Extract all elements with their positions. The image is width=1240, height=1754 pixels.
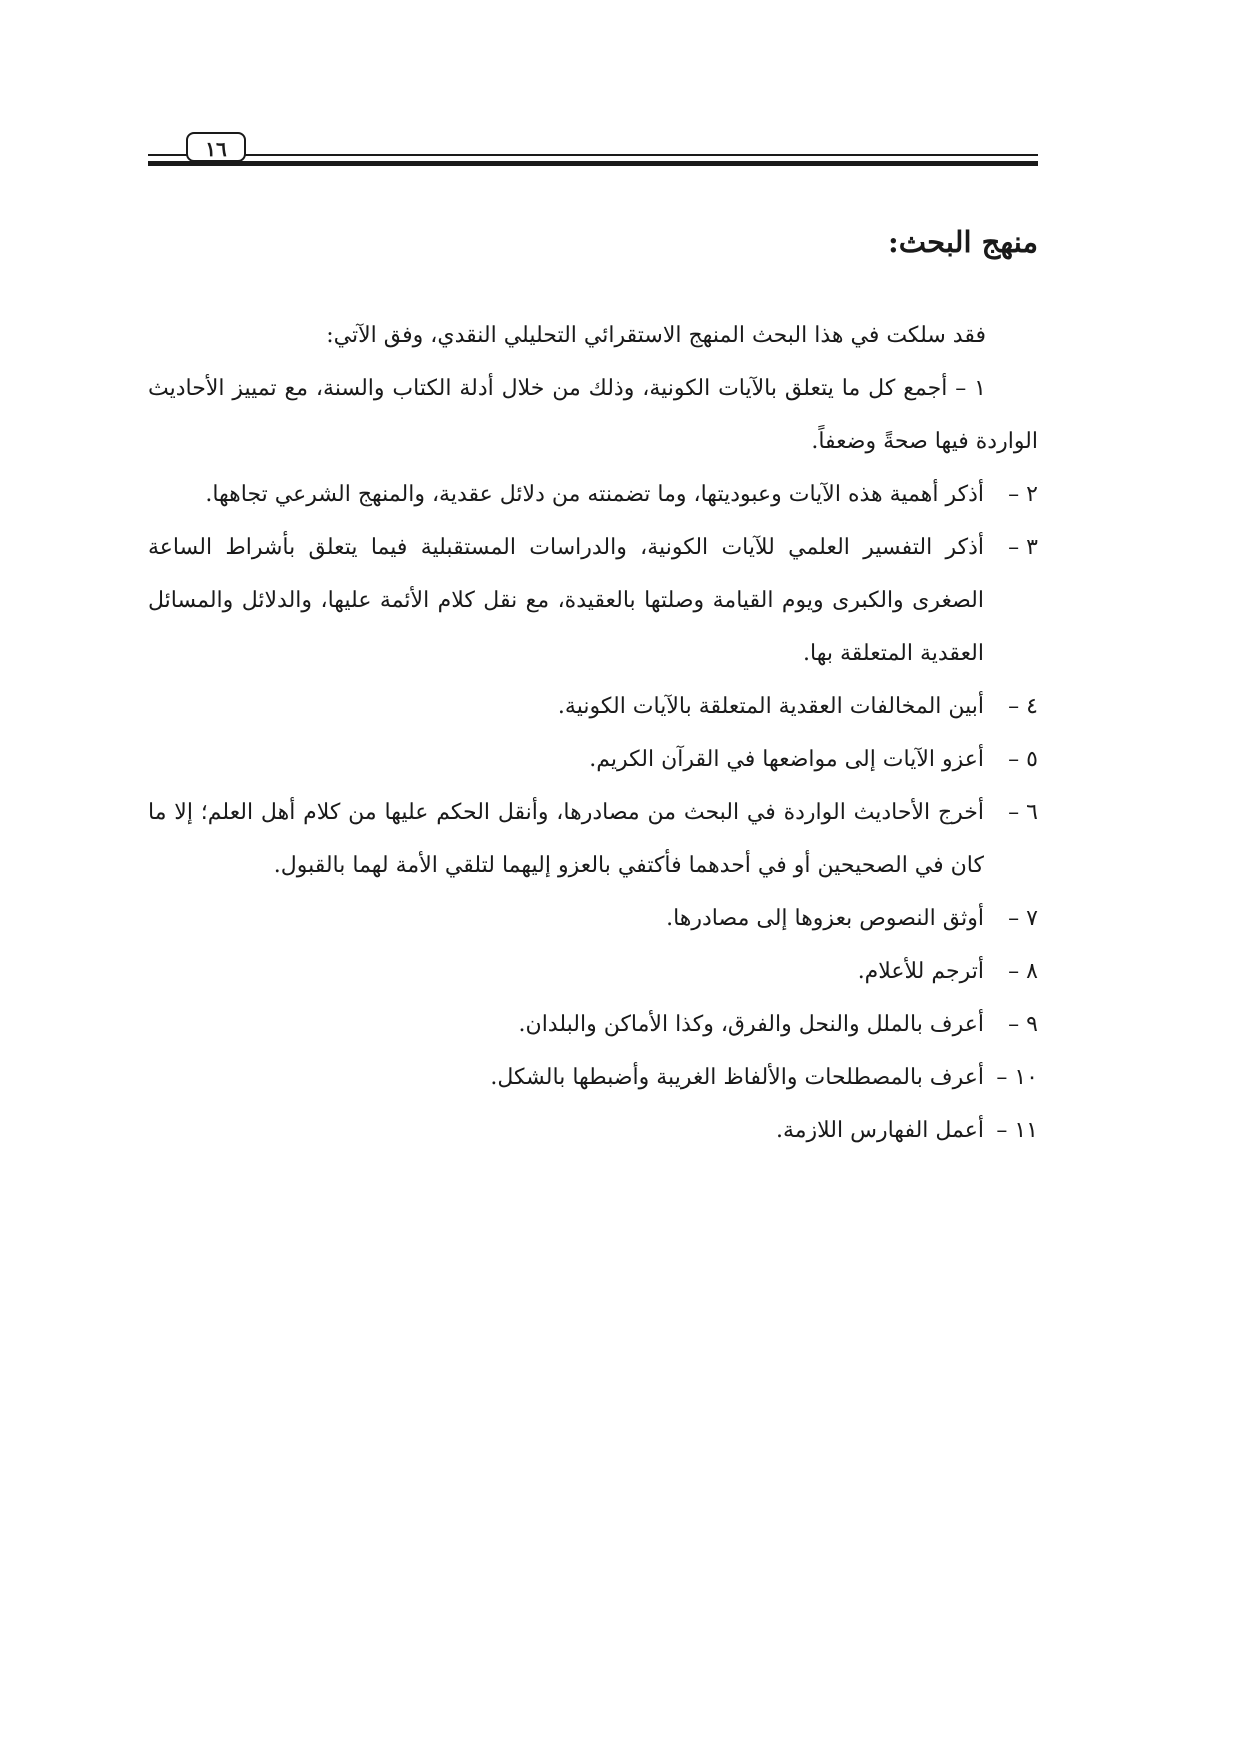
header-rule xyxy=(148,152,1038,166)
list-item xyxy=(148,680,1038,733)
list-item-number: ١١ – xyxy=(996,1118,1038,1143)
list-item-text: أعرف بالمصطلحات والألفاظ الغريبة وأضبطها بالشكل. xyxy=(490,1065,984,1090)
list-item xyxy=(148,468,1038,521)
list-item xyxy=(148,945,1038,998)
list-item xyxy=(148,786,1038,892)
page-content xyxy=(148,222,1038,1157)
list-item-number: ٩ – xyxy=(1008,1012,1038,1037)
list-item xyxy=(148,521,1038,680)
list-item-text: أعزو الآيات إلى مواضعها في القرآن الكريم. xyxy=(589,747,984,772)
list-item-number: ١ – xyxy=(955,376,986,401)
header-thin-line xyxy=(148,154,1038,156)
list-item-text: أعرف بالملل والنحل والفرق، وكذا الأماكن والبلدان. xyxy=(518,1012,984,1037)
page-number: ١٦ xyxy=(186,132,246,162)
list-item-text: أذكر التفسير العلمي للآيات الكونية، والدراسات المستقبلية فيما يتعلق بأشراط الساعة الصغرى والكبرى ويوم القيامة وصلتها بالعقيدة، مع نقل كلام الأئمة عليها، والدلائل والمسائل العقدية المتعلقة بها. xyxy=(148,535,984,666)
list-item-number: ٣ – xyxy=(1008,535,1038,560)
list-item xyxy=(148,892,1038,945)
list-item-text: أذكر أهمية هذه الآيات وعبوديتها، وما تضمنته من دلائل عقدية، والمنهج الشرعي تجاهها. xyxy=(205,482,984,507)
list-item-text: أبين المخالفات العقدية المتعلقة بالآيات الكونية. xyxy=(557,694,984,719)
header-thick-line xyxy=(148,161,1038,166)
list-item-number: ٢ – xyxy=(1008,482,1038,507)
section-title: منهج البحث: xyxy=(887,225,1038,259)
list-item-number: ٨ – xyxy=(1008,959,1038,984)
list-item-text: أوثق النصوص بعزوها إلى مصادرها. xyxy=(666,906,984,931)
list-item-text: أجمع كل ما يتعلق بالآيات الكونية، وذلك من خلال أدلة الكتاب والسنة، مع تمييز الأحاديث الواردة فيها صحةً وضعفاً. xyxy=(148,376,1038,454)
list-item-number: ١٠ – xyxy=(996,1065,1038,1090)
list-item xyxy=(148,362,1038,468)
list-item-text: أعمل الفهارس اللازمة. xyxy=(775,1118,984,1143)
list-item xyxy=(148,1104,1038,1157)
list-item-text: أترجم للأعلام. xyxy=(857,959,984,984)
list-item-number: ٤ – xyxy=(1008,694,1038,719)
list-item xyxy=(148,1051,1038,1104)
list-item-number: ٥ – xyxy=(1008,747,1038,772)
list-item xyxy=(148,733,1038,786)
list-item-number: ٦ – xyxy=(1008,800,1038,825)
list-item xyxy=(148,998,1038,1051)
section-intro: فقد سلكت في هذا البحث المنهج الاستقرائي التحليلي النقدي، وفق الآتي: xyxy=(326,323,986,348)
list-item-text: أخرج الأحاديث الواردة في البحث من مصادرها، وأنقل الحكم عليها من كلام أهل العلم؛ إلا ما كان في الصحيحين أو في أحدهما فأكتفي بالعزو إليهما لتلقي الأمة لهما بالقبول. xyxy=(148,800,984,878)
list-item-number: ٧ – xyxy=(1008,906,1038,931)
